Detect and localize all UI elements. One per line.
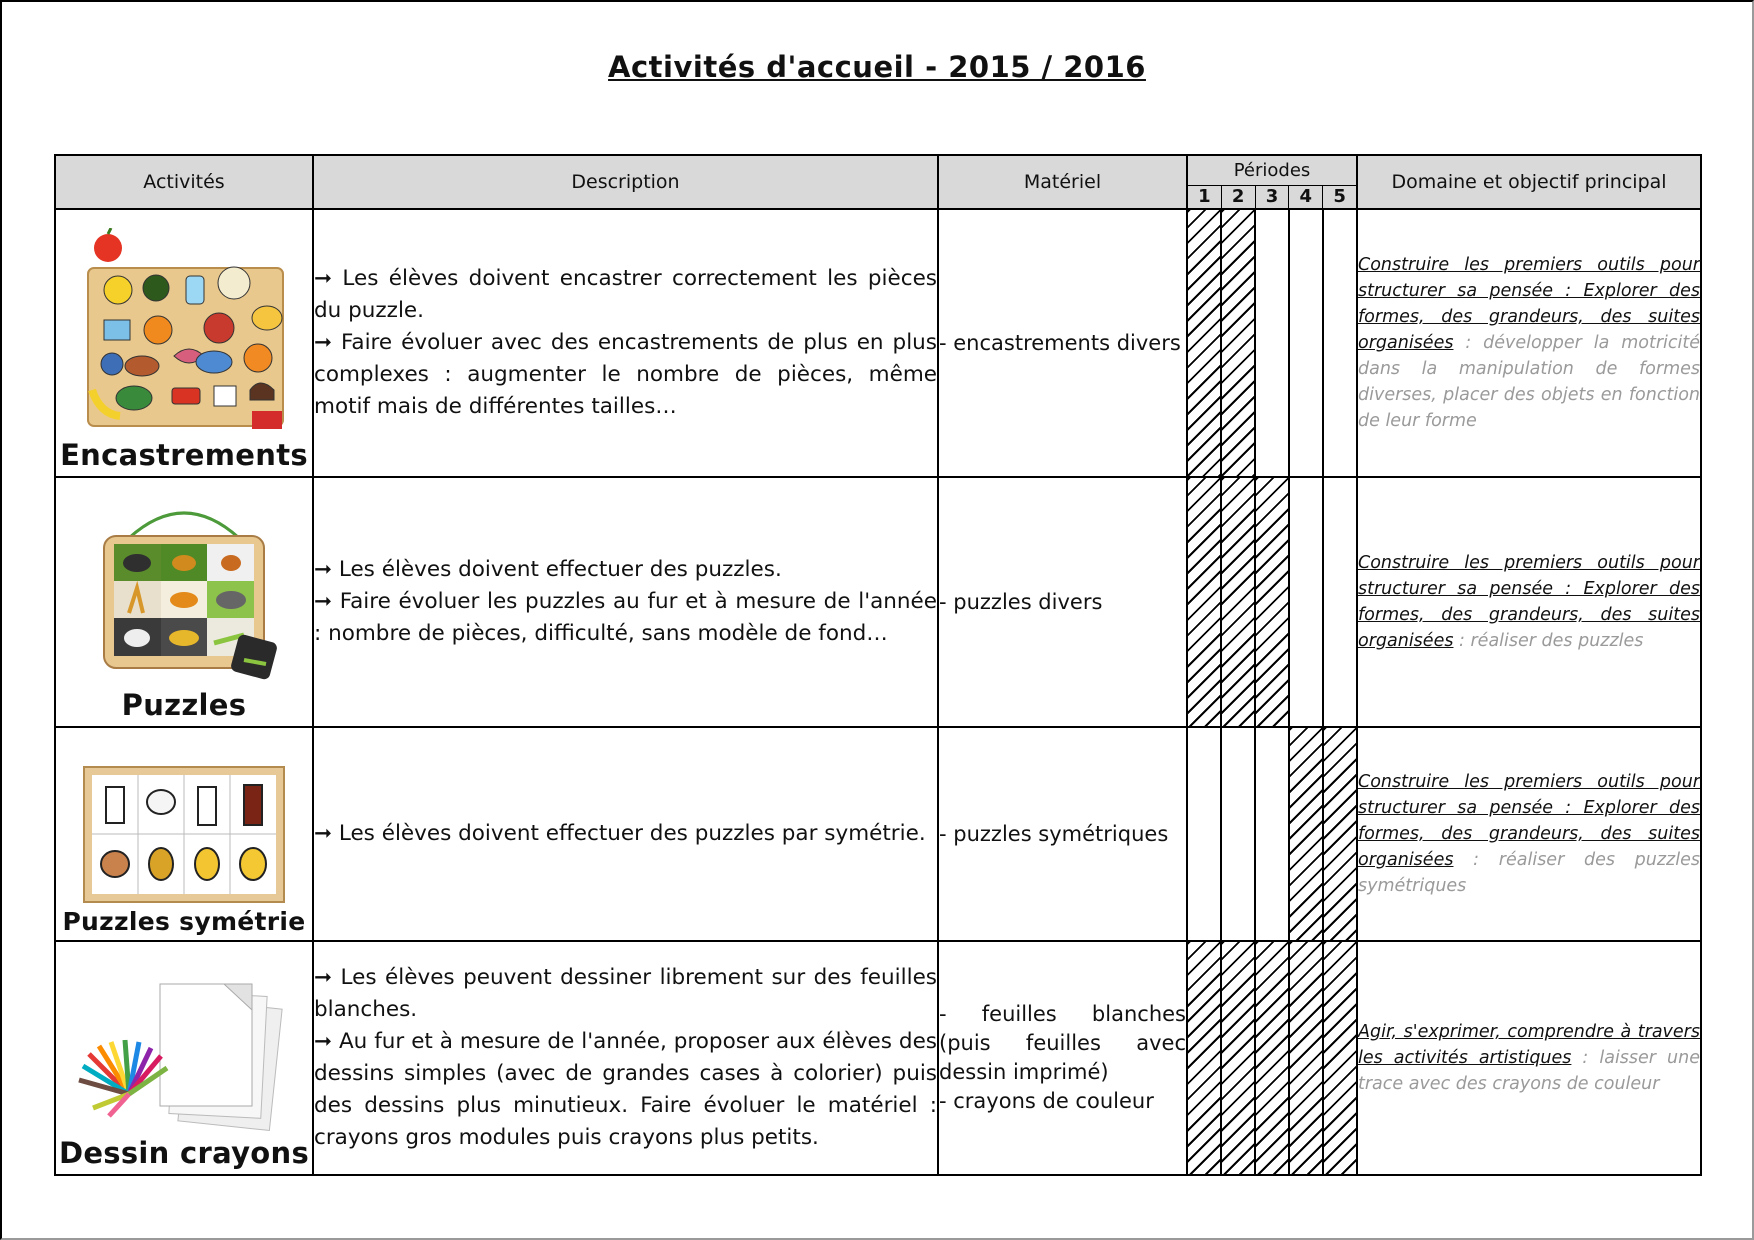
description-line: ➞ Les élèves doivent effectuer des puzzles.	[314, 557, 782, 582]
activity-cell	[55, 727, 313, 941]
paper-and-pencils-image	[74, 976, 294, 1136]
materiel-line: - crayons de couleur	[939, 1089, 1154, 1113]
description-cell	[313, 727, 938, 941]
description-line: ➞ Faire évoluer avec des encastrements de plus en plus complexes : augmenter le nombre de pièces, même motif mais de différentes tailles…	[314, 330, 937, 419]
periode-number: 1	[1188, 186, 1222, 208]
domaine-text: Construire les premiers outils pour structurer sa pensée : Explorer des formes, des grandeurs, des suites organisées	[1358, 553, 1700, 651]
period-cell	[1255, 941, 1289, 1175]
header-periodes-label: Périodes	[1233, 159, 1311, 181]
activity-cell	[55, 209, 313, 477]
table-row	[55, 941, 1701, 1175]
domaine-text: Construire les premiers outils pour structurer sa pensée : Explorer des formes, des grandeurs, des suites organisées	[1358, 255, 1700, 353]
activity-name: Encastrements	[60, 438, 308, 472]
period-cell	[1187, 941, 1221, 1175]
animal-puzzle-image	[74, 498, 294, 688]
materiel-line: - feuilles blanches (puis feuilles avec dessin imprimé)	[939, 1002, 1186, 1084]
domaine-text: Agir, s'exprimer, comprendre à travers les activités artistiques	[1358, 1022, 1700, 1068]
header-periodes	[1187, 155, 1357, 209]
materiel-cell	[938, 477, 1187, 727]
activities-table	[54, 154, 1702, 1176]
header-domaine: Domaine et objectif principal	[1357, 155, 1701, 209]
period-cell	[1289, 941, 1323, 1175]
domaine-cell	[1357, 727, 1701, 941]
materiel-line: - puzzles symétriques	[939, 821, 1169, 846]
periode-number: 3	[1256, 186, 1290, 208]
activity-cell	[55, 941, 313, 1175]
description-line: ➞ Au fur et à mesure de l'année, proposer aux élèves des dessins simples (avec de grandes cases à colorier) puis des dessins plus minutieux. Faire évoluer le matériel : crayons gros modules puis crayons plus petits.	[314, 1029, 937, 1150]
table-row	[55, 727, 1701, 941]
period-cell	[1221, 941, 1255, 1175]
objectif-text: : réaliser des puzzles	[1453, 631, 1644, 651]
description-line: ➞ Les élèves doivent effectuer des puzzles par symétrie.	[314, 821, 926, 846]
period-cell	[1221, 727, 1255, 941]
period-cell	[1323, 477, 1357, 727]
wooden-puzzle-image	[74, 228, 294, 438]
period-cell	[1323, 727, 1357, 941]
period-cell	[1187, 209, 1221, 477]
domaine-cell	[1357, 477, 1701, 727]
materiel-line: - encastrements divers	[939, 330, 1181, 355]
period-cell	[1289, 209, 1323, 477]
table-row	[55, 477, 1701, 727]
activity-cell	[55, 477, 313, 727]
period-cell	[1187, 477, 1221, 727]
header-materiel: Matériel	[938, 155, 1187, 209]
period-cell	[1323, 941, 1357, 1175]
domaine-cell	[1357, 209, 1701, 477]
objectif-text: : développer la motricité dans la manipulation de formes diverses, placer des objets en fonction de leur forme	[1358, 333, 1700, 431]
description-cell	[313, 477, 938, 727]
periode-number: 5	[1333, 185, 1346, 207]
symmetry-puzzle-image	[74, 757, 294, 907]
header-description: Description	[313, 155, 938, 209]
objectif-text: : laisser une trace avec des crayons de couleur	[1358, 1048, 1700, 1094]
periode-number: 4	[1289, 186, 1323, 208]
period-cell	[1187, 727, 1221, 941]
activity-name: Dessin crayons	[58, 1136, 310, 1170]
materiel-cell	[938, 727, 1187, 941]
description-line: ➞ Les élèves peuvent dessiner librement sur des feuilles blanches.	[314, 965, 937, 1022]
domaine-cell	[1357, 941, 1701, 1175]
activity-name: Puzzles	[121, 688, 247, 722]
table-header-row	[55, 155, 1701, 209]
period-cell	[1255, 477, 1289, 727]
periode-number: 2	[1222, 186, 1256, 208]
period-cell	[1323, 209, 1357, 477]
description-line: ➞ Les élèves doivent encastrer correctement les pièces du puzzle.	[314, 266, 937, 323]
header-activites: Activités	[55, 155, 313, 209]
materiel-line: - puzzles divers	[939, 589, 1103, 614]
period-cell	[1289, 727, 1323, 941]
materiel-cell	[938, 209, 1187, 477]
page-title: Activités d'accueil - 2015 / 2016	[608, 50, 1146, 84]
activity-name: Puzzles symétrie	[62, 907, 306, 936]
domaine-text: Construire les premiers outils pour structurer sa pensée : Explorer des formes, des grandeurs, des suites organisées	[1358, 772, 1700, 870]
period-cell	[1255, 727, 1289, 941]
objectif-text: : réaliser des puzzles symétriques	[1358, 850, 1700, 896]
period-cell	[1221, 477, 1255, 727]
period-cell	[1289, 477, 1323, 727]
header-periode-numbers	[1188, 185, 1356, 208]
table-row	[55, 209, 1701, 477]
description-cell	[313, 941, 938, 1175]
period-cell	[1255, 209, 1289, 477]
description-cell	[313, 209, 938, 477]
period-cell	[1221, 209, 1255, 477]
description-line: ➞ Faire évoluer les puzzles au fur et à mesure de l'année : nombre de pièces, difficulté, sans modèle de fond…	[314, 589, 937, 646]
materiel-cell	[938, 941, 1187, 1175]
